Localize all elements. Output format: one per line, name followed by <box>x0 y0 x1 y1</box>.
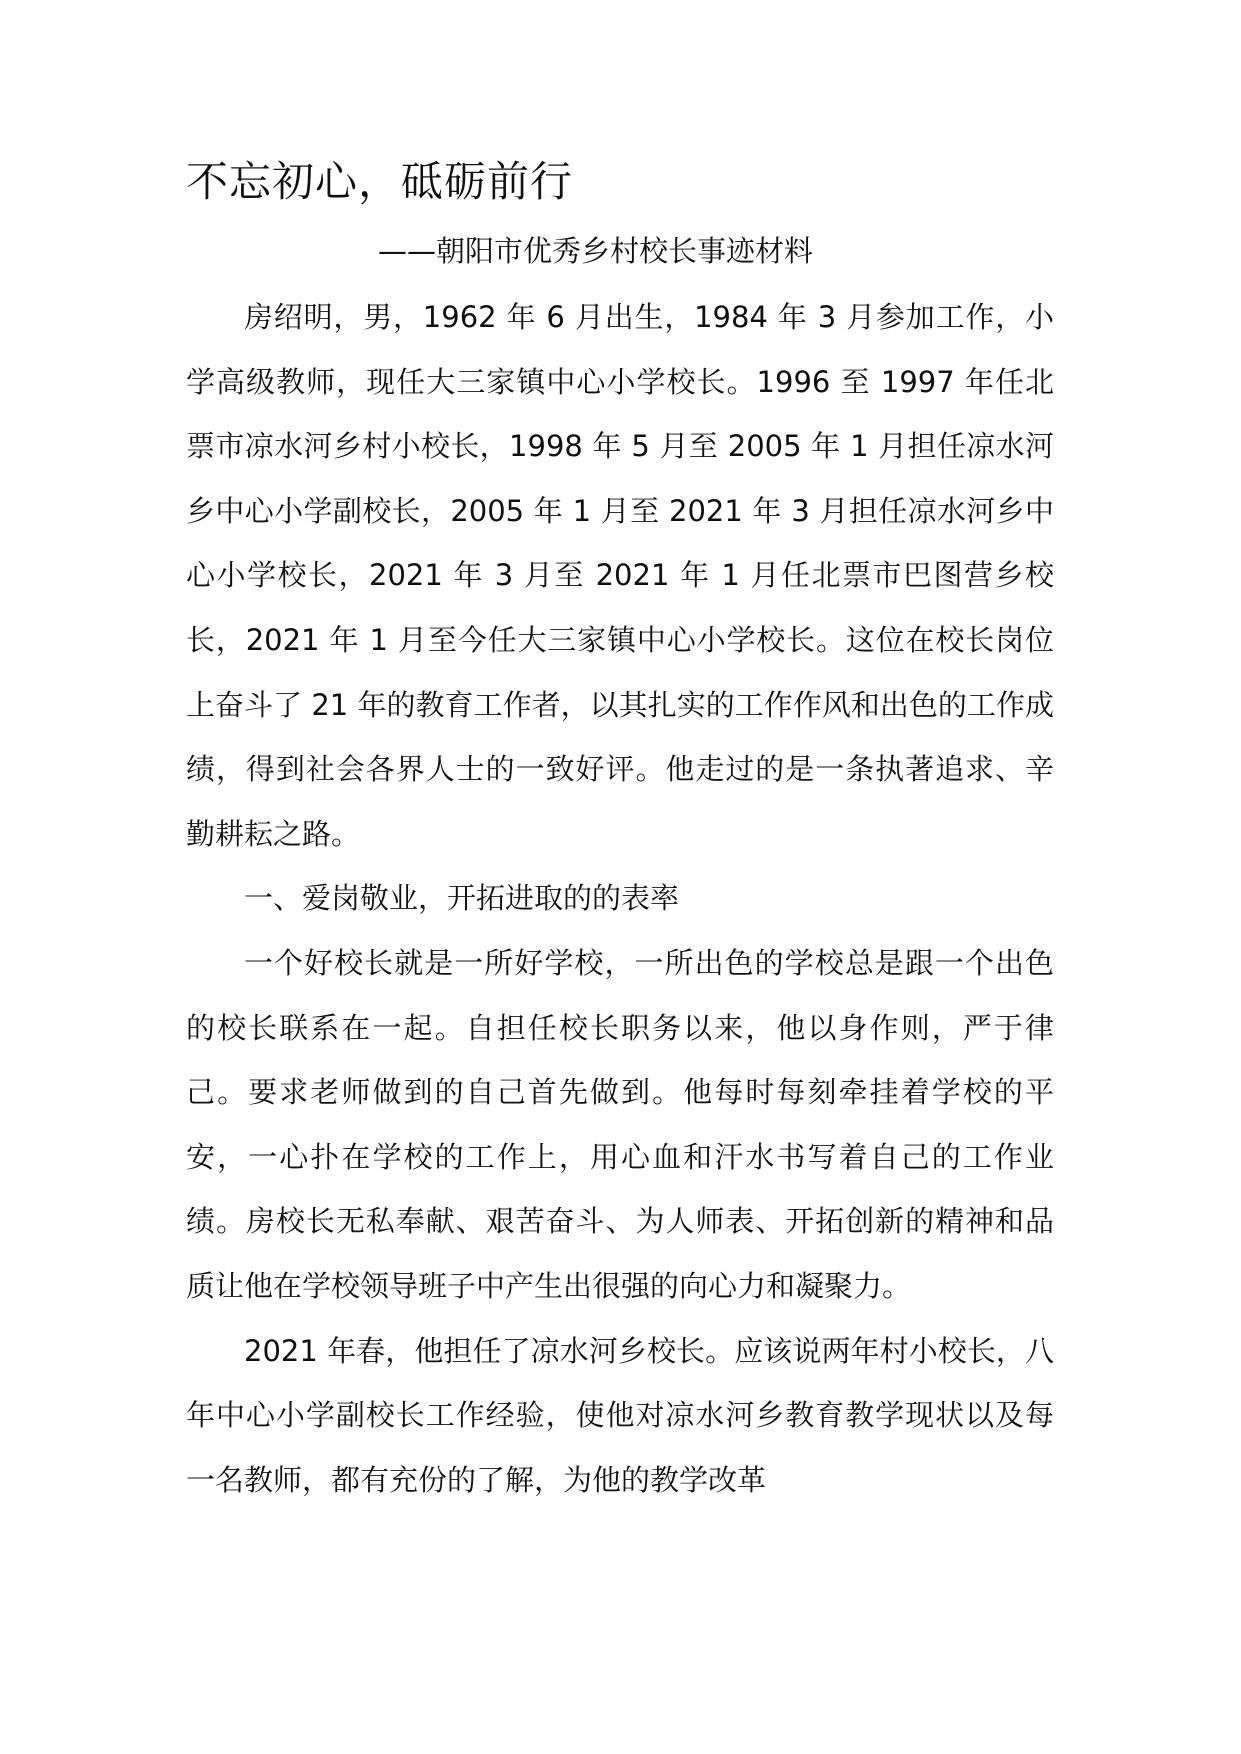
section-heading: 一、爱岗敬业，开拓进取的的表率 <box>244 881 680 916</box>
document-title: 不忘初心，砥砺前行 <box>186 157 574 206</box>
paragraph-appointment: 2021 年春，他担任了凉水河乡校长。应该说两年村小校长，八年中心小学副校长工作经验，使他对凉水河乡教育教学现状以及每一名教师，都有充份的了解，为他的教学改革 <box>186 1333 1054 1497</box>
paragraph-biography: 房绍明，男，1962 年 6 月出生，1984 年 3 月参加工作，小学高级教师，现任大三家镇中心小学校长。1996 至 1997 年任北票市凉水河乡村小校长，1998 年 5 月至 2005 年 1 月担任凉水河乡中心小学副校长，2005 年 1 月至 2021 年 3 月担任凉水河乡中心小学校长，2021 年 3 月至 2021 年 1 月任北票市巴图营乡校长，2021 年 1 月至今任大三家镇中心小学校长。这位在校长岗位上奋斗了 21 年的教育工作者，以其扎实的工作作风和出色的工作成绩，得到社会各界人士的一致好评。他走过的是一条执著追求、辛勤耕耘之路。 <box>186 300 1054 851</box>
paragraph-leadership: 一个好校长就是一所好学校，一所出色的学校总是跟一个出色的校长联系在一起。自担任校长职务以来，他以身作则，严于律己。要求老师做到的自己首先做到。他每时每刻牵挂着学校的平安，一心扑在学校的工作上，用心血和汗水书写着自己的工作业绩。房校长无私奉献、艰苦奋斗、为人师表、开拓创新的精神和品质让他在学校领导班子中产生出很强的向心力和凝聚力。 <box>186 945 1054 1303</box>
document-body <box>186 285 1054 1512</box>
document-subtitle: ——朝阳市优秀乡村校长事迹材料 <box>378 234 814 268</box>
